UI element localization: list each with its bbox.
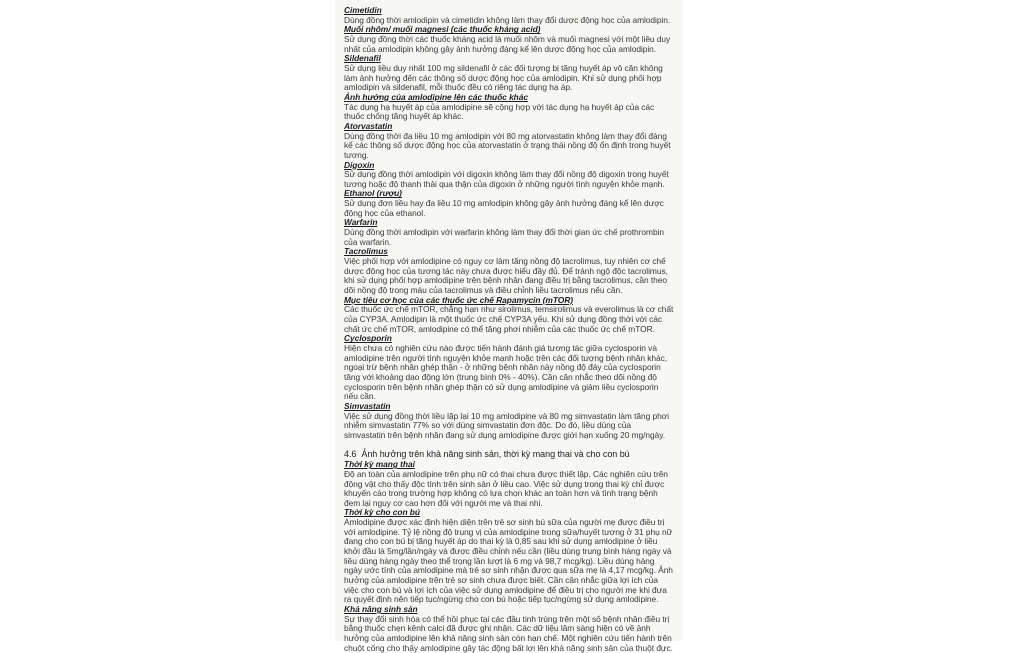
paragraph: Dùng đồng thời đa liều 10 mg amlodipin với 80 mg atorvastatin không làm thay đổi đáng kể các thông số dược động học của atorvastatin ở trạng thái nồng độ ổn định trong huyết tương.: [344, 130, 671, 160]
paragraph: Việc sử dụng đồng thời liều lặp lại 10 mg amlodipine và 80 mg simvastatin làm tăng phơi nhiễm simvastatin 77% so với dùng simvastatin đơn độc. Do đó, liều dùng của simvastatin trên bệnh nhân đang sử dụng amlodipine được giới hạn xuống 20 mg/ngày.: [344, 410, 669, 440]
paragraph: Độ an toàn của amlodipine trên phụ nữ có thai chưa được thiết lập. Các nghiên cứu trên động vật cho thấy độc tính trên sinh sản ở liều cao. Việc sử dụng trong thai kỳ chỉ được khuyến cáo trong trường hợp không có lựa chọn khác an toàn hơn và tình trạng bệnh đem lại nguy cơ cao hơn đối với người mẹ và thai nhi.: [344, 468, 668, 508]
document-page: [336, 0, 682, 653]
subheading: Thời kỳ cho con bú: [344, 507, 420, 518]
paragraph: Tác dụng hạ huyết áp của amlodipine sẽ cộng hợp với tác dụng hạ huyết áp của các thuốc chống tăng huyết áp khác.: [344, 101, 655, 122]
subheading: Khả năng sinh sản: [344, 604, 418, 615]
paragraph: Sự thay đổi sinh hóa có thể hồi phục tại các đầu tinh trùng trên một số bệnh nhân điều trị bằng thuốc chẹn kênh calci đã được ghi nhận. Các dữ liệu lâm sàng hiện có về ảnh hưởng của amlodipine lên khả năng sinh sản còn hạn chế. Một nghiên cứu tiến hành trên chuột cống cho thấy amlodipine gây tác động bất lợi lên khả năng sinh sản của thuột đực.: [344, 613, 673, 653]
section-number: 4.6: [344, 448, 357, 459]
subheading: Cyclosporin: [344, 333, 392, 344]
paragraph: Sử dụng đơn liều hay đa liều 10 mg amlodipin không gây ảnh hưởng đáng kể lên dược động học của ethanol.: [344, 198, 664, 218]
paragraph: Amlodipine được xác định hiện diện trên trẻ sơ sinh bú sữa của người mẹ được điều trị với amlodipine. Tỷ lệ nồng độ trung vị của amlodipine trong sữa/huyết tương ở 31 phụ nữ đang cho con bú bị tăng huyết áp do thai kỳ là 0,85 sau khi sử dụng amlodipine ở liều khởi đầu là 5mg/lần/ngày và được điều chỉnh nếu cần (liều dùng trung bình hàng ngày và liều dùng hàng ngày theo thể trọng lần lượt là 6 mg và 98,7 mcg/kg). Liều dùng hàng ngày ước tính của amlodipine mà trẻ sơ sinh nhận được qua sữa mẹ là 4,17 mcg/kg. Ảnh hưởng của amlodipine trên trẻ sơ sinh chưa được biết. Cần cân nhắc giữa lợi ích của việc cho con bú và lợi ích của việc sử dụng amlodipine để điều trị cho người mẹ khi đưa ra quyết định nên tiếp tục/ngừng cho con bú hoặc tiếp tục/ngừng sử dụng amlodipine.: [344, 517, 673, 605]
paragraph: Hiện chưa có nghiên cứu nào được tiến hành đánh giá tương tác giữa cyclosporin và amlodipine trên người tình nguyện khỏe mạnh hoặc trên các đối tượng bệnh nhân khác, ngoại trừ bệnh nhân ghép thận - ở những bệnh nhân này nồng độ đáy của cyclosporin tăng với khoảng dao động lớn (trung bình 0% - 40%). Cần cân nhắc theo dõi nồng độ cyclosporin trên bệnh nhân ghép thận có sử dụng amlodipine và giảm liều cyclosporin nếu cần.: [344, 342, 668, 402]
subheading: Mục tiêu cơ học của các thuốc ức chế Rapamycin (mTOR): [344, 294, 573, 305]
document-body: [336, 0, 682, 653]
section-heading: [344, 450, 674, 460]
subheading: Muối nhôm/ muối magnesi (các thuốc kháng acid): [344, 24, 541, 35]
paragraph: Việc phối hợp với amlodipine có nguy cơ làm tăng nồng độ tacrolimus, tuy nhiên cơ chế dược động học của tương tác này chưa được hiểu đầy đủ. Để tránh ngộ độc tacrolimus, khi sử dụng phối hợp amlodipine trên bệnh nhân đang điều trị bằng tacrolimus, cần theo dõi nồng độ trong máu của tacrolimus và điều chỉnh liều tacrolimus nếu cần.: [344, 256, 668, 296]
subheading: Atorvastatin: [344, 120, 393, 131]
subheading: Warfarin: [344, 217, 378, 228]
subheading: Ảnh hưởng của amlodipine lên các thuốc khác: [344, 91, 528, 102]
subheading: Tacrolimus: [344, 246, 388, 257]
subheading: Ethanol (rượu): [344, 188, 402, 199]
subheading: Thời kỳ mang thai: [344, 459, 415, 470]
paragraph: Dùng đồng thời amlodipin và cimetidin không làm thay đổi dược động học của amlodipin.: [344, 14, 671, 25]
paragraph: Các thuốc ức chế mTOR, chẳng hạn như sirolimus, temsirolimus và everolimus là cơ chất của CYP3A. Amlodipin là một thuốc ức chế CYP3A yếu. Khi sử dụng đồng thời với các chất ức chế mTOR, amlodipine có thể tăng phơi nhiễm của các thuốc ức chế mTOR.: [344, 304, 674, 334]
subheading: Sildenafil: [344, 53, 381, 64]
subheading: Digoxin: [344, 159, 375, 170]
paragraph: Sử dụng đồng thời amlodipin với digoxin không làm thay đổi nồng độ digoxin trong huyết tương hoặc độ thanh thải qua thận của digoxin ở những người tình nguyện khỏe mạnh.: [344, 169, 669, 189]
paragraph: Sử dụng đồng thời các thuốc kháng acid là muối nhôm và muối magnesi với một liều duy nhất của amlodipin không gây ảnh hưởng đáng kể lên dược động học của amlodipin.: [344, 33, 671, 54]
section-title: Ảnh hưởng trên khả năng sinh sản, thời kỳ mang thai và cho con bú: [361, 448, 630, 459]
paragraph: Dùng đồng thời amlodipin với warfarin không làm thay đổi thời gian ức chế prothrombin của warfarin.: [344, 227, 664, 247]
subheading: Cimetidin: [344, 5, 382, 15]
subheading: Simvastatin: [344, 400, 391, 411]
paragraph: Sử dụng liều duy nhất 100 mg sildenafil ở các đối tượng bị tăng huyết áp vô căn không làm ảnh hưởng đến các thông số dược động học của amlodipin. Khi sử dụng phối hợp amlodipin và sildenafil, mỗi thuốc đều có riêng tác dụng hạ áp.: [344, 62, 663, 93]
